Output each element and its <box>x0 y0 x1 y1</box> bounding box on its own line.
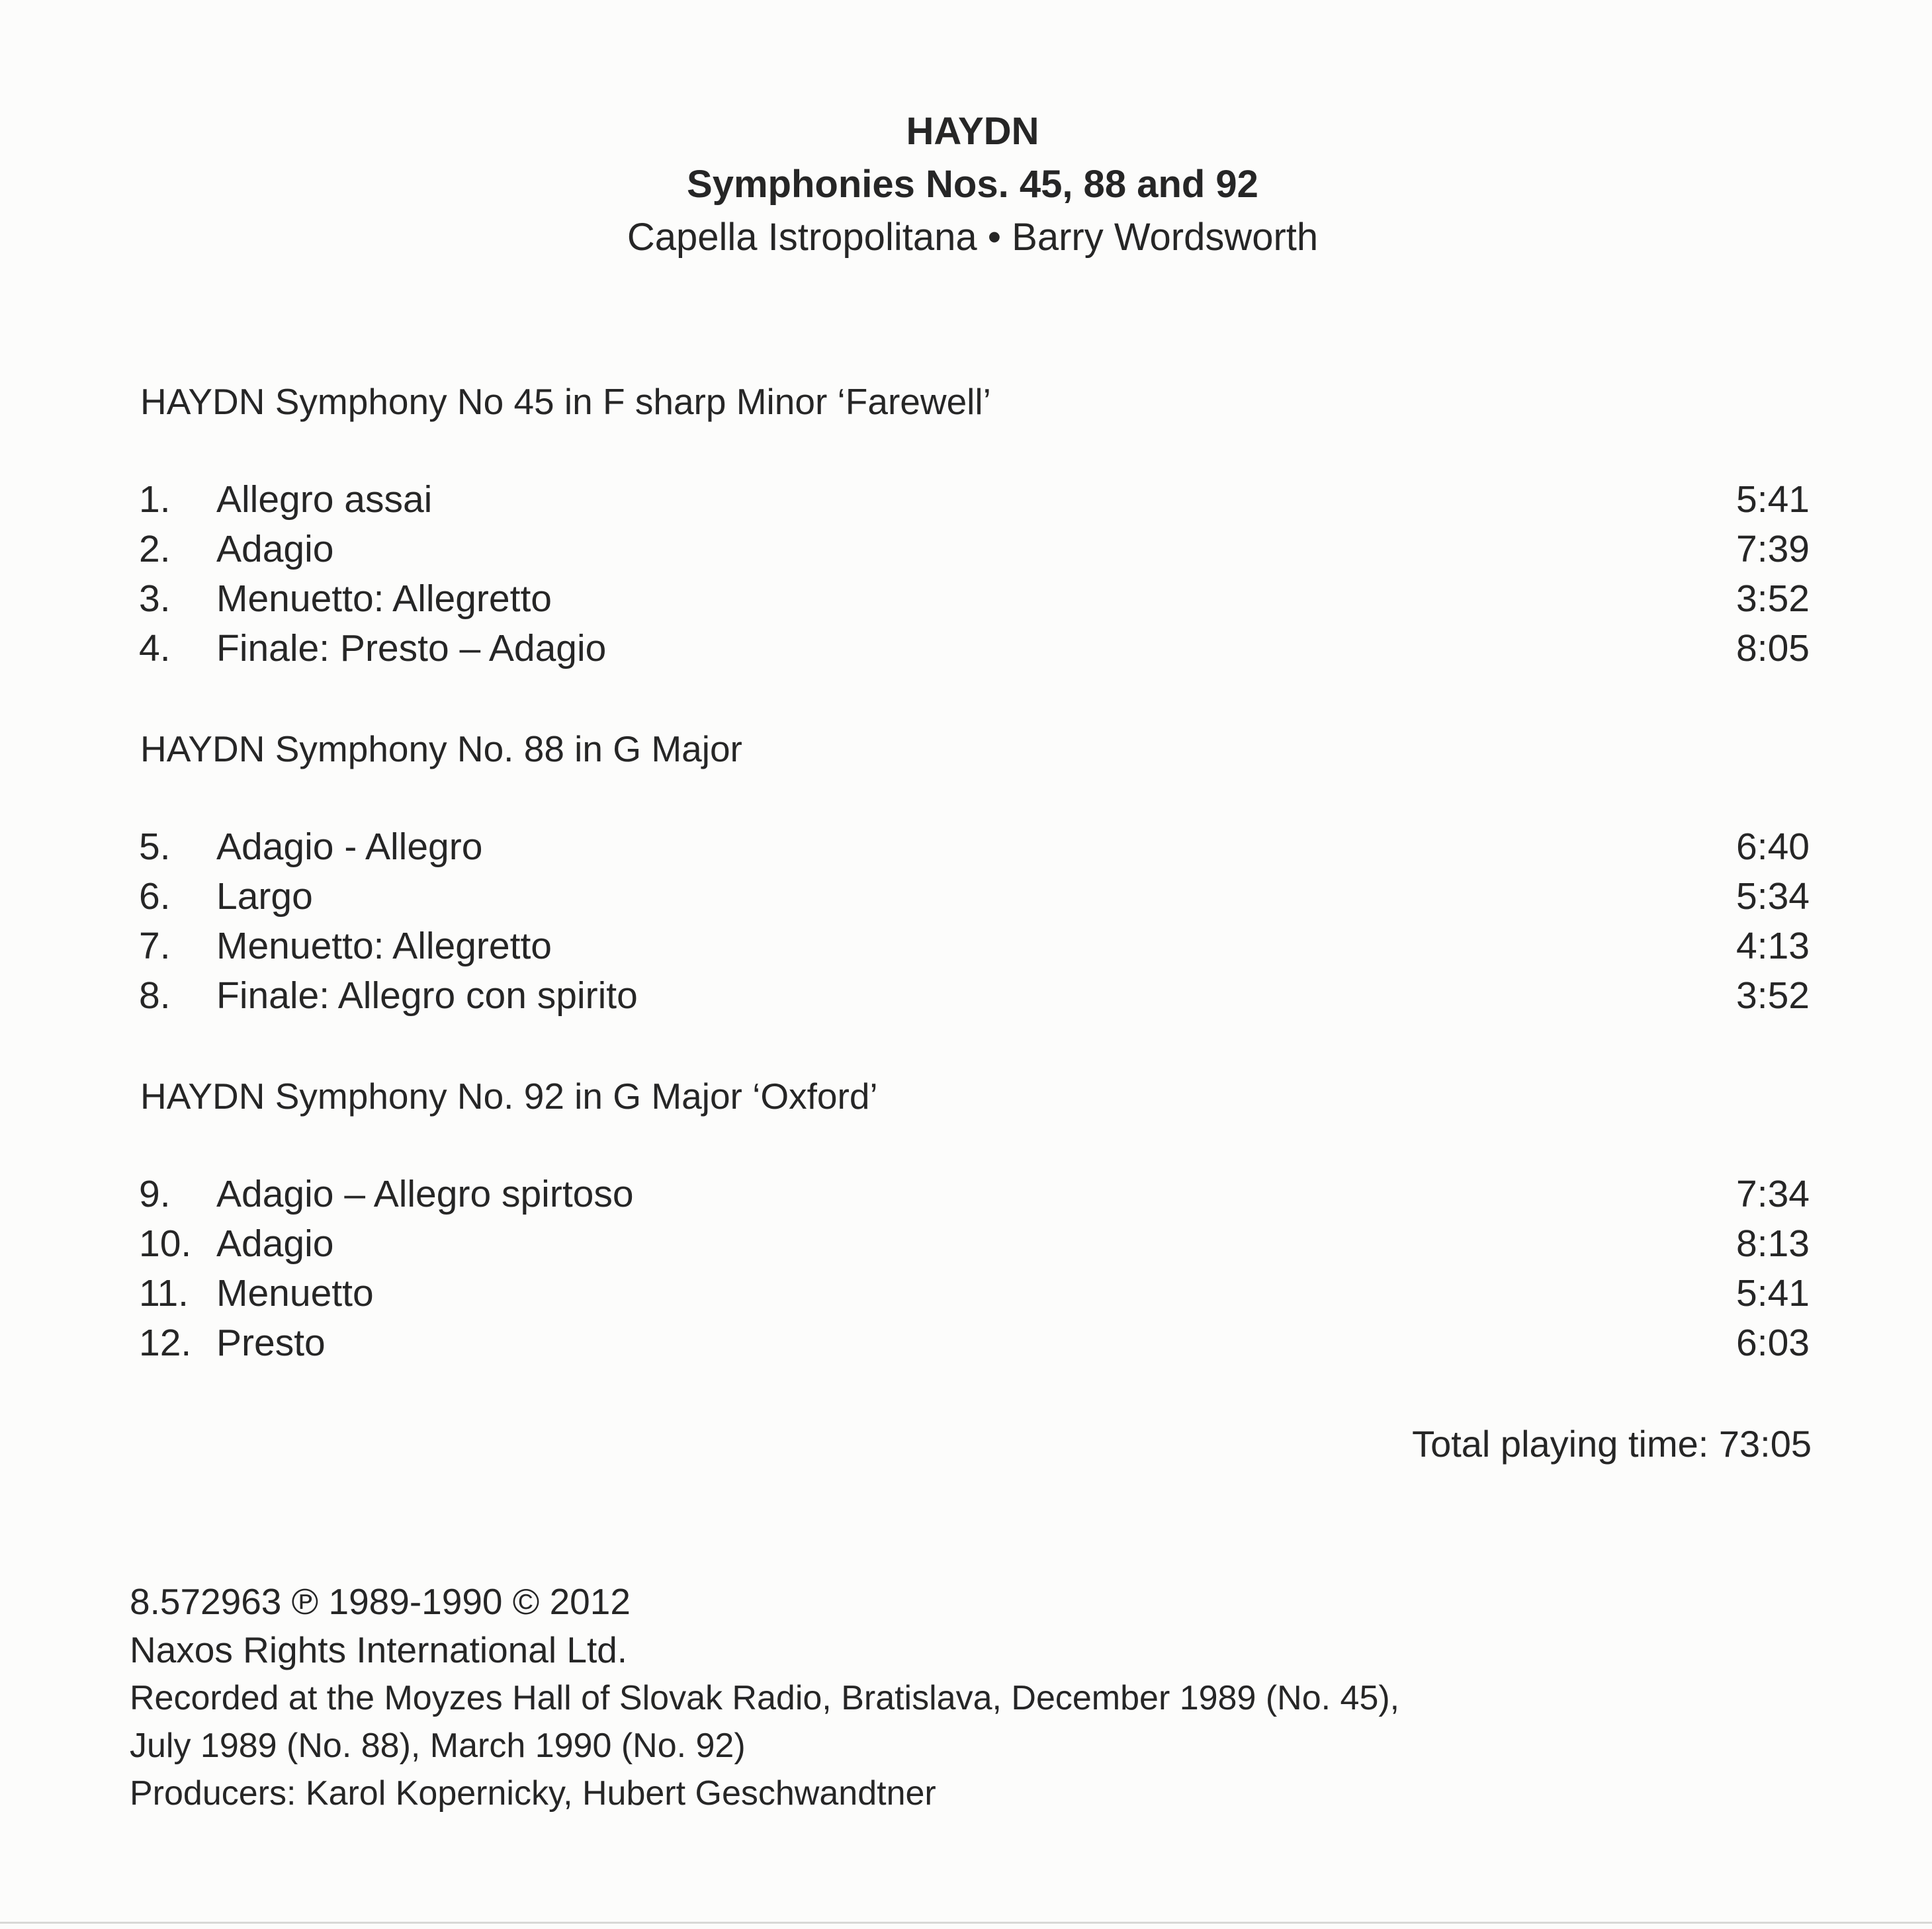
catalogue-copyright: 8.572963 ℗ 1989-1990 © 2012 <box>130 1581 631 1622</box>
track-row <box>139 527 1810 577</box>
footer-credits <box>130 1578 1399 1817</box>
track-row <box>139 1321 1810 1371</box>
track-duration: 3:52 <box>1736 974 1810 1017</box>
track-title: Allegro assai <box>216 478 433 521</box>
scan-edge-divider <box>0 1922 1932 1924</box>
track-number: 10. <box>139 1222 192 1265</box>
track-title: Menuetto: Allegretto <box>216 925 552 967</box>
track-title: Largo <box>216 875 313 918</box>
track-title: Adagio <box>216 528 334 570</box>
track-duration: 5:41 <box>1736 1272 1810 1314</box>
track-number: 5. <box>139 826 171 868</box>
performers-line: Capella Istropolitana • Barry Wordsworth <box>627 216 1319 259</box>
track-number: 9. <box>139 1173 171 1215</box>
track-duration: 8:13 <box>1736 1222 1810 1265</box>
track-number: 12. <box>139 1322 192 1364</box>
track-row <box>139 1271 1810 1321</box>
track-title: Adagio <box>216 1222 334 1265</box>
track-row <box>139 1172 1810 1222</box>
track-row <box>139 924 1810 974</box>
track-number: 3. <box>139 578 171 620</box>
track-duration: 5:34 <box>1736 875 1810 918</box>
track-duration: 6:03 <box>1736 1322 1810 1364</box>
album-title: Symphonies Nos. 45, 88 and 92 <box>687 163 1258 206</box>
track-duration: 3:52 <box>1736 578 1810 620</box>
track-title: Finale: Presto – Adagio <box>216 627 607 669</box>
producers: Producers: Karol Kopernicky, Hubert Geschwandtner <box>130 1774 936 1813</box>
track-row <box>139 478 1810 527</box>
track-row <box>139 1222 1810 1271</box>
track-title: Menuetto: Allegretto <box>216 578 552 620</box>
track-list-symphony-92 <box>139 1172 1810 1371</box>
total-playing-time: Total playing time: 73:05 <box>1412 1423 1812 1465</box>
track-row <box>139 825 1810 875</box>
track-row <box>139 577 1810 626</box>
track-number: 11. <box>139 1272 189 1314</box>
track-duration: 7:39 <box>1736 528 1810 570</box>
track-number: 1. <box>139 478 171 521</box>
track-title: Adagio - Allegro <box>216 826 483 868</box>
track-row <box>139 974 1810 1023</box>
symphony-heading-92: HAYDN Symphony No. 92 in G Major ‘Oxford’ <box>140 1076 878 1117</box>
track-duration: 7:34 <box>1736 1173 1810 1215</box>
track-list-symphony-45 <box>139 478 1810 676</box>
track-title: Adagio – Allegro spirtoso <box>216 1173 634 1215</box>
track-duration: 6:40 <box>1736 826 1810 868</box>
track-row <box>139 626 1810 676</box>
track-duration: 4:13 <box>1736 925 1810 967</box>
composer-title: HAYDN <box>906 110 1039 153</box>
track-duration: 8:05 <box>1736 627 1810 669</box>
rights-holder: Naxos Rights International Ltd. <box>130 1629 628 1670</box>
track-list-symphony-88 <box>139 825 1810 1023</box>
track-row <box>139 875 1810 924</box>
track-number: 4. <box>139 627 171 669</box>
track-duration: 5:41 <box>1736 478 1810 521</box>
symphony-heading-45: HAYDN Symphony No 45 in F sharp Minor ‘Farewell’ <box>140 381 991 422</box>
track-title: Finale: Allegro con spirito <box>216 974 638 1017</box>
track-number: 8. <box>139 974 171 1017</box>
track-number: 7. <box>139 925 171 967</box>
track-number: 2. <box>139 528 171 570</box>
track-title: Menuetto <box>216 1272 374 1314</box>
symphony-heading-88: HAYDN Symphony No. 88 in G Major <box>140 728 742 769</box>
recording-details-line-1: Recorded at the Moyzes Hall of Slovak Radio, Bratislava, December 1989 (No. 45), <box>130 1679 1400 1717</box>
track-title: Presto <box>216 1322 326 1364</box>
recording-details-line-2: July 1989 (No. 88), March 1990 (No. 92) <box>130 1727 746 1765</box>
track-number: 6. <box>139 875 171 918</box>
